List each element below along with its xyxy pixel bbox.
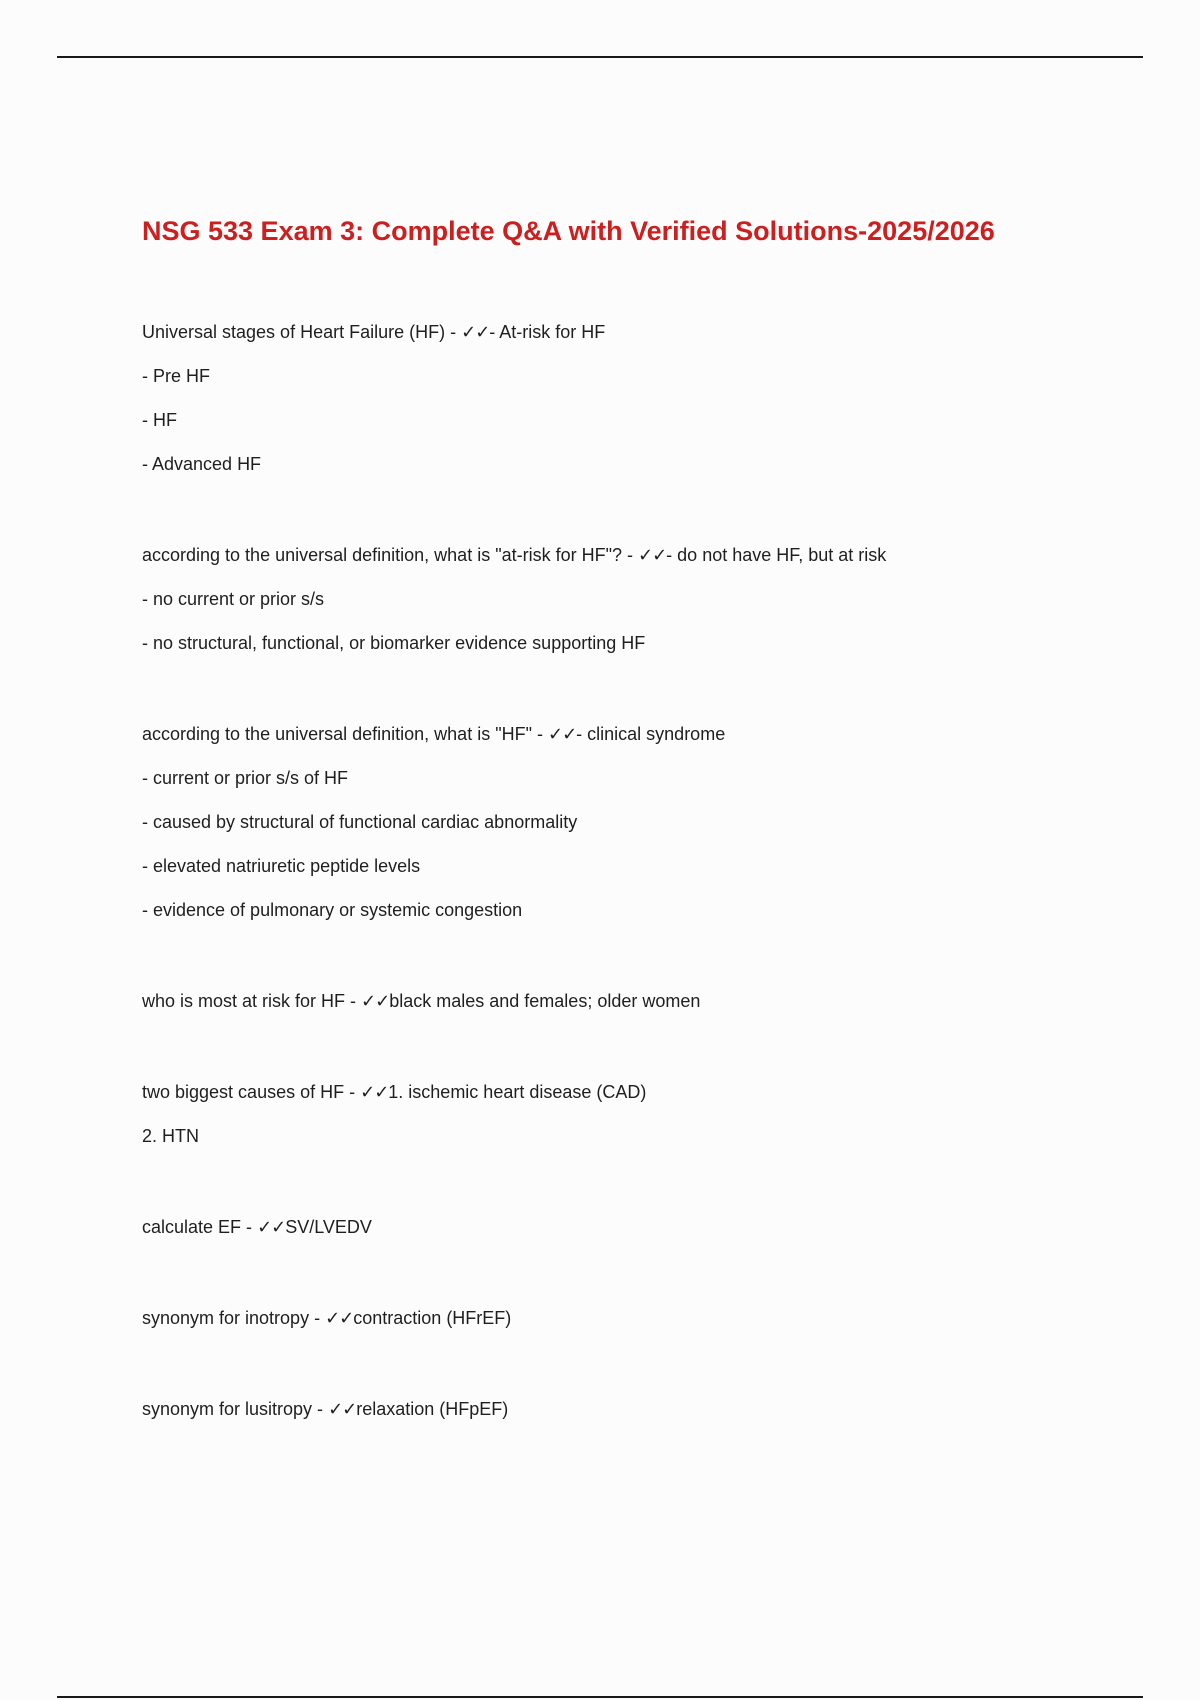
item-spacer (142, 665, 1102, 712)
item-spacer (142, 486, 1102, 533)
question-line (142, 1205, 1102, 1249)
answer-text: 1. ischemic heart disease (CAD) (388, 1082, 647, 1102)
double-check-icon: ✓✓ (360, 1082, 389, 1102)
answer-text: - At-risk for HF (489, 322, 606, 342)
answer-line: - evidence of pulmonary or systemic congestion (142, 900, 523, 920)
question-line (142, 1296, 1102, 1340)
answer-line: - current or prior s/s of HF (142, 768, 349, 788)
answer-text: relaxation (HFpEF) (356, 1399, 509, 1419)
qa-item (142, 1070, 1102, 1158)
answer-text: - clinical syndrome (576, 724, 726, 744)
answer-line: - Pre HF (142, 366, 211, 386)
question-text: synonym for inotropy - (142, 1308, 321, 1328)
answer-text: - do not have HF, but at risk (666, 545, 887, 565)
double-check-icon: ✓✓ (257, 1217, 286, 1237)
item-spacer (142, 1023, 1102, 1070)
document-title: NSG 533 Exam 3: Complete Q&A with Verified Solutions-2025/2026 (142, 216, 995, 246)
header-rule (57, 56, 1143, 58)
question-line (142, 979, 1102, 1023)
answer-text: SV/LVEDV (285, 1217, 372, 1237)
footer-rule (57, 1696, 1143, 1698)
answer-line: - elevated natriuretic peptide levels (142, 856, 421, 876)
answer-text: black males and females; older women (389, 991, 701, 1011)
answer-line: - no current or prior s/s (142, 589, 325, 609)
question-line (142, 1070, 1102, 1114)
item-spacer (142, 932, 1102, 979)
question-text: synonym for lusitropy - (142, 1399, 324, 1419)
item-spacer (142, 1249, 1102, 1296)
double-check-icon: ✓✓ (461, 322, 490, 342)
question-text: who is most at risk for HF - (142, 991, 357, 1011)
question-text: two biggest causes of HF - (142, 1082, 356, 1102)
item-spacer (142, 1340, 1102, 1387)
double-check-icon: ✓✓ (328, 1399, 357, 1419)
question-text: according to the universal definition, what is "HF" - (142, 724, 543, 744)
question-line (142, 533, 1102, 577)
answer-text: contraction (HFrEF) (353, 1308, 512, 1328)
qa-item (142, 533, 1102, 665)
double-check-icon: ✓✓ (547, 724, 577, 744)
answer-line: - no structural, functional, or biomarker evidence supporting HF (142, 633, 646, 653)
qa-item (142, 1296, 1102, 1340)
qa-item (142, 712, 1102, 932)
answer-line: - HF (142, 410, 177, 430)
question-line (142, 310, 1102, 354)
answer-line: 2. HTN (142, 1126, 200, 1146)
double-check-icon: ✓✓ (638, 545, 667, 565)
question-text: Universal stages of Heart Failure (HF) - (142, 322, 457, 342)
answer-line: - Advanced HF (142, 454, 262, 474)
qa-item (142, 310, 1102, 486)
question-text: according to the universal definition, what is "at-risk for HF"? - (142, 545, 633, 565)
qa-item (142, 1205, 1102, 1249)
double-check-icon: ✓✓ (361, 991, 390, 1011)
qa-list (142, 310, 1102, 1431)
question-line (142, 712, 1102, 756)
qa-item (142, 1387, 1102, 1431)
answer-line: - caused by structural of functional cardiac abnormality (142, 812, 578, 832)
question-text: calculate EF - (142, 1217, 253, 1237)
question-line (142, 1387, 1102, 1431)
double-check-icon: ✓✓ (325, 1308, 354, 1328)
qa-item (142, 979, 1102, 1023)
item-spacer (142, 1158, 1102, 1205)
